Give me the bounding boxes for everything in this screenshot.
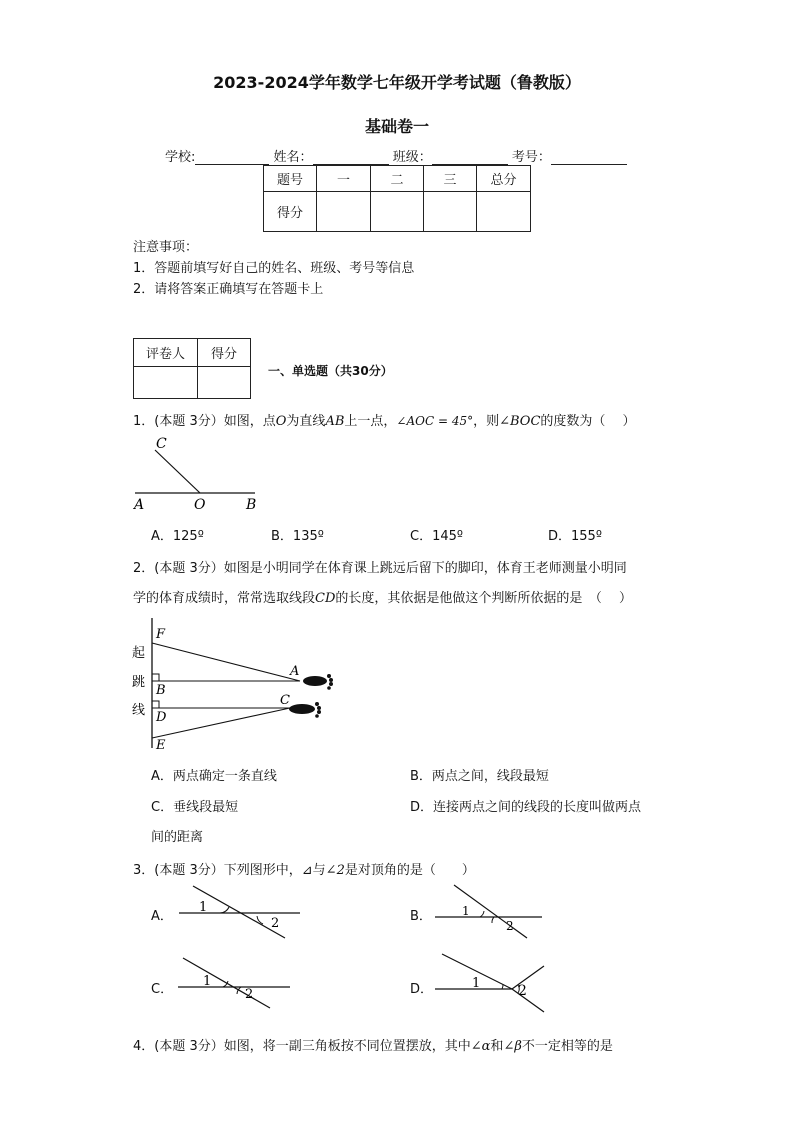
- q1-text: 1．(本题 3分）如图，点: [133, 414, 276, 429]
- q1-option-c[interactable]: C．145º: [410, 529, 464, 544]
- grader-score-cell[interactable]: [198, 367, 251, 399]
- q3-angle-2: ∠2: [325, 863, 345, 878]
- q1-text: ，则: [473, 414, 500, 429]
- q1-point-o: O: [275, 414, 287, 429]
- q1-ray-oc: [155, 450, 200, 493]
- school-blank[interactable]: [195, 150, 269, 165]
- school-label: 学校:: [165, 150, 196, 165]
- q1-option-a[interactable]: A．125º: [151, 529, 204, 544]
- q1-label-a: A: [134, 497, 145, 513]
- q2-option-a[interactable]: A．两点确定一条直线: [151, 769, 277, 784]
- q1-option-b[interactable]: B．135º: [271, 529, 324, 544]
- q2-right-angle-b: [152, 674, 159, 681]
- q1-text: 为直线: [286, 414, 326, 429]
- q2-segment-ec: [152, 708, 290, 738]
- grader-cell[interactable]: [134, 367, 198, 399]
- score-cell[interactable]: [477, 192, 531, 232]
- exam-no-label: 考号：: [511, 150, 551, 165]
- q1-angle-aoc: ∠AOC = 45°: [396, 414, 474, 428]
- q1-text: 上一点，: [344, 414, 397, 429]
- q3-option-d-figure[interactable]: [432, 950, 557, 1012]
- q2-label-d: D: [156, 710, 167, 725]
- q3-a-angle1-label: 1: [199, 900, 208, 915]
- score-cell[interactable]: [371, 192, 424, 232]
- q2-option-b[interactable]: B．两点之间，线段最短: [410, 769, 549, 784]
- q4-text: 不一定相等的是: [521, 1039, 613, 1054]
- q2-option-d-cont: 间的距离: [151, 830, 204, 845]
- exam-no-blank[interactable]: [551, 150, 627, 165]
- q3-option-b-label[interactable]: B．: [410, 909, 432, 924]
- q1-label-c: C: [156, 436, 167, 452]
- q3-b-angle1-label: 1: [462, 904, 470, 918]
- grader-table: [133, 338, 251, 399]
- grader-score-header: 得分: [198, 339, 251, 367]
- q3-d-angle2-label: 2: [518, 983, 527, 999]
- q2-stem-line2: [133, 587, 632, 606]
- score-table: [263, 165, 531, 232]
- q2-text: 的长度，其依据是他做这个判断所依据的是 （ ）: [335, 591, 633, 606]
- footprint-icon: [303, 674, 333, 690]
- notes-heading: 注意事项：: [133, 240, 199, 255]
- exam-subtitle: 基础卷一: [364, 117, 429, 136]
- q2-stem-line1: 2．(本题 3分）如图是小明同学在体育课上跳远后留下的脚印，体育王老师测量小明同: [133, 561, 627, 576]
- section-title: 一、单选题（共30分）: [268, 364, 393, 378]
- score-header-cell: 总分: [477, 166, 531, 192]
- q1-text: 的度数为（ ）: [540, 414, 636, 429]
- note-item: 1．答题前填写好自己的姓名、班级、考号等信息: [133, 261, 415, 276]
- footprint-icon: [289, 702, 321, 718]
- q2-label-e: E: [156, 738, 166, 753]
- q4-angle-alpha: ∠α: [470, 1039, 491, 1054]
- q3-option-c-figure[interactable]: [175, 950, 300, 1012]
- q3-d-angle1-label: 1: [472, 976, 481, 991]
- q4-text: 和: [490, 1039, 504, 1054]
- grader-header: 评卷人: [134, 339, 198, 367]
- q2-right-angle-d: [152, 701, 159, 708]
- q2-option-c[interactable]: C．垂线段最短: [151, 800, 239, 815]
- q4-text: 4．(本题 3分）如图，将一副三角板按不同位置摆放，其中: [133, 1039, 471, 1054]
- score-cell[interactable]: [424, 192, 477, 232]
- q3-angle-1: ⊿: [301, 863, 313, 878]
- q3-text: 3．(本题 3分）下列图形中，: [133, 863, 302, 878]
- score-header-cell: 题号: [264, 166, 317, 192]
- info-line: [165, 146, 627, 165]
- q2-option-d[interactable]: D．连接两点之间的线段的长度叫做两点: [410, 800, 642, 815]
- q3-b-angle2-label: 2: [506, 919, 514, 933]
- note-item: 2．请将答案正确填写在答题卡上: [133, 282, 324, 297]
- q4-stem: [133, 1035, 613, 1054]
- q3-text: 是对顶角的是（ ）: [344, 863, 475, 878]
- q3-c-angle2-label: 2: [245, 987, 254, 1002]
- q1-angle-boc: ∠BOC: [499, 414, 541, 429]
- q1-option-d[interactable]: D．155º: [548, 529, 602, 544]
- q3-option-d-label[interactable]: D．: [410, 982, 434, 997]
- q1-label-o: O: [194, 497, 206, 513]
- name-label: 姓名：: [273, 150, 313, 165]
- score-header-cell: 二: [371, 166, 424, 192]
- q2-label-c: C: [280, 693, 290, 708]
- q2-segment-fa: [152, 643, 300, 681]
- q2-segment-cd: CD: [315, 591, 336, 606]
- q3-c-angle1-label: 1: [203, 974, 212, 989]
- class-label: 班级：: [392, 150, 432, 165]
- q2-figure: [130, 615, 345, 755]
- name-blank[interactable]: [313, 150, 389, 165]
- q3-option-a-label[interactable]: A．: [151, 909, 173, 924]
- q2-text: 学的体育成绩时，常常选取线段: [133, 591, 316, 606]
- q1-stem: [133, 410, 636, 429]
- q2-label-tiao: 跳: [132, 675, 146, 690]
- q2-label-qi: 起: [132, 646, 146, 661]
- q2-label-f: F: [156, 627, 166, 642]
- q2-label-a: A: [290, 664, 300, 679]
- class-blank[interactable]: [432, 150, 508, 165]
- q2-label-b: B: [156, 683, 166, 698]
- q1-figure: [130, 430, 270, 515]
- q4-angle-beta: ∠β: [503, 1039, 522, 1054]
- q3-text: 与: [312, 863, 326, 878]
- q3-option-a-figure[interactable]: [175, 880, 310, 942]
- q1-label-b: B: [246, 497, 257, 513]
- exam-title: 2023-2024学年数学七年级开学考试题（鲁教版）: [213, 73, 581, 92]
- q3-stem: [133, 859, 475, 878]
- score-header-cell: 一: [317, 166, 371, 192]
- score-row-label: 得分: [264, 192, 317, 232]
- q3-option-c-label[interactable]: C．: [151, 982, 174, 997]
- score-header-cell: 三: [424, 166, 477, 192]
- q1-line-ab: AB: [325, 414, 345, 429]
- q3-a-angle2-label: 2: [271, 916, 280, 931]
- score-cell[interactable]: [317, 192, 371, 232]
- q2-label-xian: 线: [132, 703, 146, 718]
- q3-option-b-figure[interactable]: [432, 880, 552, 942]
